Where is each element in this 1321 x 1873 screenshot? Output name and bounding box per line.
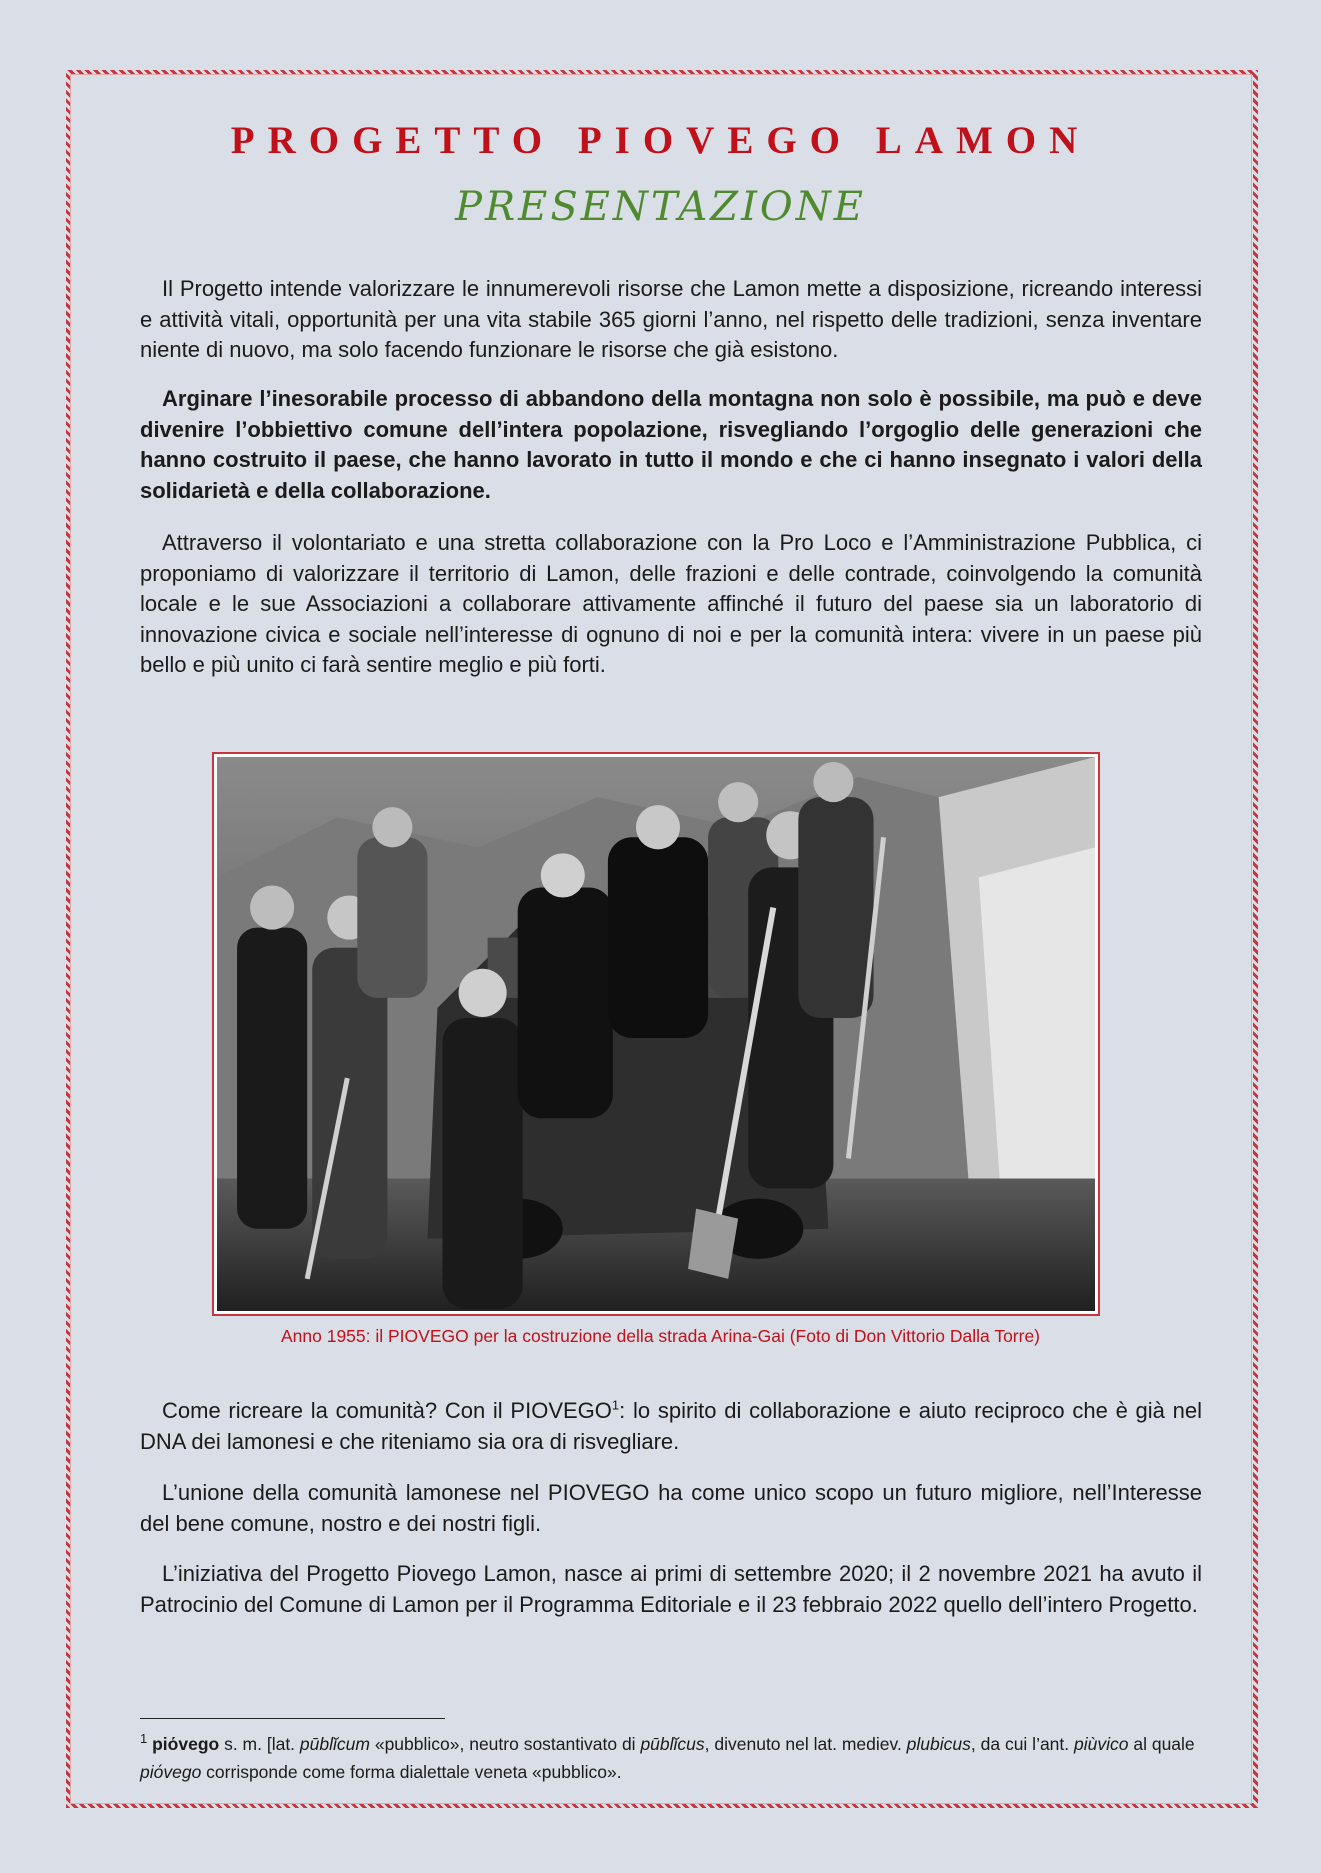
footnote-text: corrisponde come forma dialettale veneta «pubblico».: [201, 1762, 622, 1782]
paragraph-volontariato: Attraverso il volontariato e una stretta collaborazione con la Pro Loco e l’Amministrazione Pubblica, ci proponiamo di valorizzare il territorio di Lamon, delle frazioni e delle contrade, coinvolgendo la comunità locale e le sue Associazioni a collaborare attivamente affinché il futuro del paese sia un laboratorio di innovazione civica e sociale nell’interesse di ognuno di noi e per la comunità intera: vivere in un paese più bello e più unito ci farà sentire meglio e più forti.: [140, 530, 1202, 677]
page-subtitle: PRESENTAZIONE: [455, 184, 866, 230]
footnote-italic: pūblĭcum: [299, 1734, 370, 1754]
footnote-text: , divenuto nel lat. mediev.: [704, 1734, 907, 1754]
photo-caption: Anno 1955: il PIOVEGO per la costruzione della strada Arina-Gai (Foto di Don Vittorio Dalla Torre): [280, 1326, 1041, 1346]
paragraph-unione: L’unione della comunità lamonese nel PIOVEGO ha come unico scopo un futuro migliore, nell’Interesse del bene comune, nostro e dei nostri figli.: [140, 1480, 1202, 1536]
footnote-italic: plubicus: [906, 1734, 971, 1754]
footnote: [140, 1730, 1202, 1786]
footnote-text: s. m. [lat.: [219, 1734, 300, 1754]
photo-illustration: [217, 757, 1095, 1311]
historic-photo: [212, 752, 1100, 1316]
paragraph-bold: Arginare l’inesorabile processo di abbandono della montagna non solo è possibile, ma può e deve divenire l’obbiettivo comune dell’intera popolazione, risvegliando l’orgoglio delle generazioni che hanno costruito il paese, che hanno lavorato in tutto il mondo e che ci hanno insegnato i valori della solidarietà e della collaborazione.: [140, 386, 1202, 503]
footnote-ref[interactable]: 1: [611, 1397, 620, 1413]
page-title: PROGETTO PIOVEGO LAMON: [230, 119, 1091, 162]
footnote-text: , da cui l’ant.: [970, 1734, 1075, 1754]
paragraph-intro: Il Progetto intende valorizzare le innumerevoli risorse che Lamon mette a disposizione, ricreando interessi e attività vitali, opportunità per una vita stabile 365 giorni l’anno, nel rispetto delle tradizioni, senza inventare niente di nuovo, ma solo facendo funzionare le risorse che già esistono.: [140, 276, 1202, 362]
paragraph-piovego: [140, 1396, 1202, 1457]
paragraph-piovego-rest: : lo spirito di collaborazione e aiuto reciproco che è già nel DNA dei lamonesi e che riteniamo sia ora di risvegliare.: [140, 1398, 1202, 1454]
footnote-text: al quale: [1128, 1734, 1195, 1754]
footnote-divider: [140, 1718, 445, 1719]
footnote-number: 1: [140, 1731, 148, 1747]
footnote-italic: piùvico: [1074, 1734, 1129, 1754]
paragraph-piovego-text: Come ricreare la comunità? Con il PIOVEGO: [162, 1398, 612, 1423]
footnote-headword: piόvego: [152, 1734, 220, 1754]
footnote-text: «pubblico», neutro sostantivato di: [369, 1734, 641, 1754]
paragraph-iniziativa: L’iniziativa del Progetto Piovego Lamon, nasce ai primi di settembre 2020; il 2 novembre 2021 ha avuto il Patrocinio del Comune di Lamon per il Programma Editoriale e il 23 febbraio 2022 quello dell’intero Progetto.: [140, 1561, 1202, 1617]
footnote-italic: pūblĭcus: [640, 1734, 705, 1754]
footnote-italic: piόvego: [140, 1762, 202, 1782]
